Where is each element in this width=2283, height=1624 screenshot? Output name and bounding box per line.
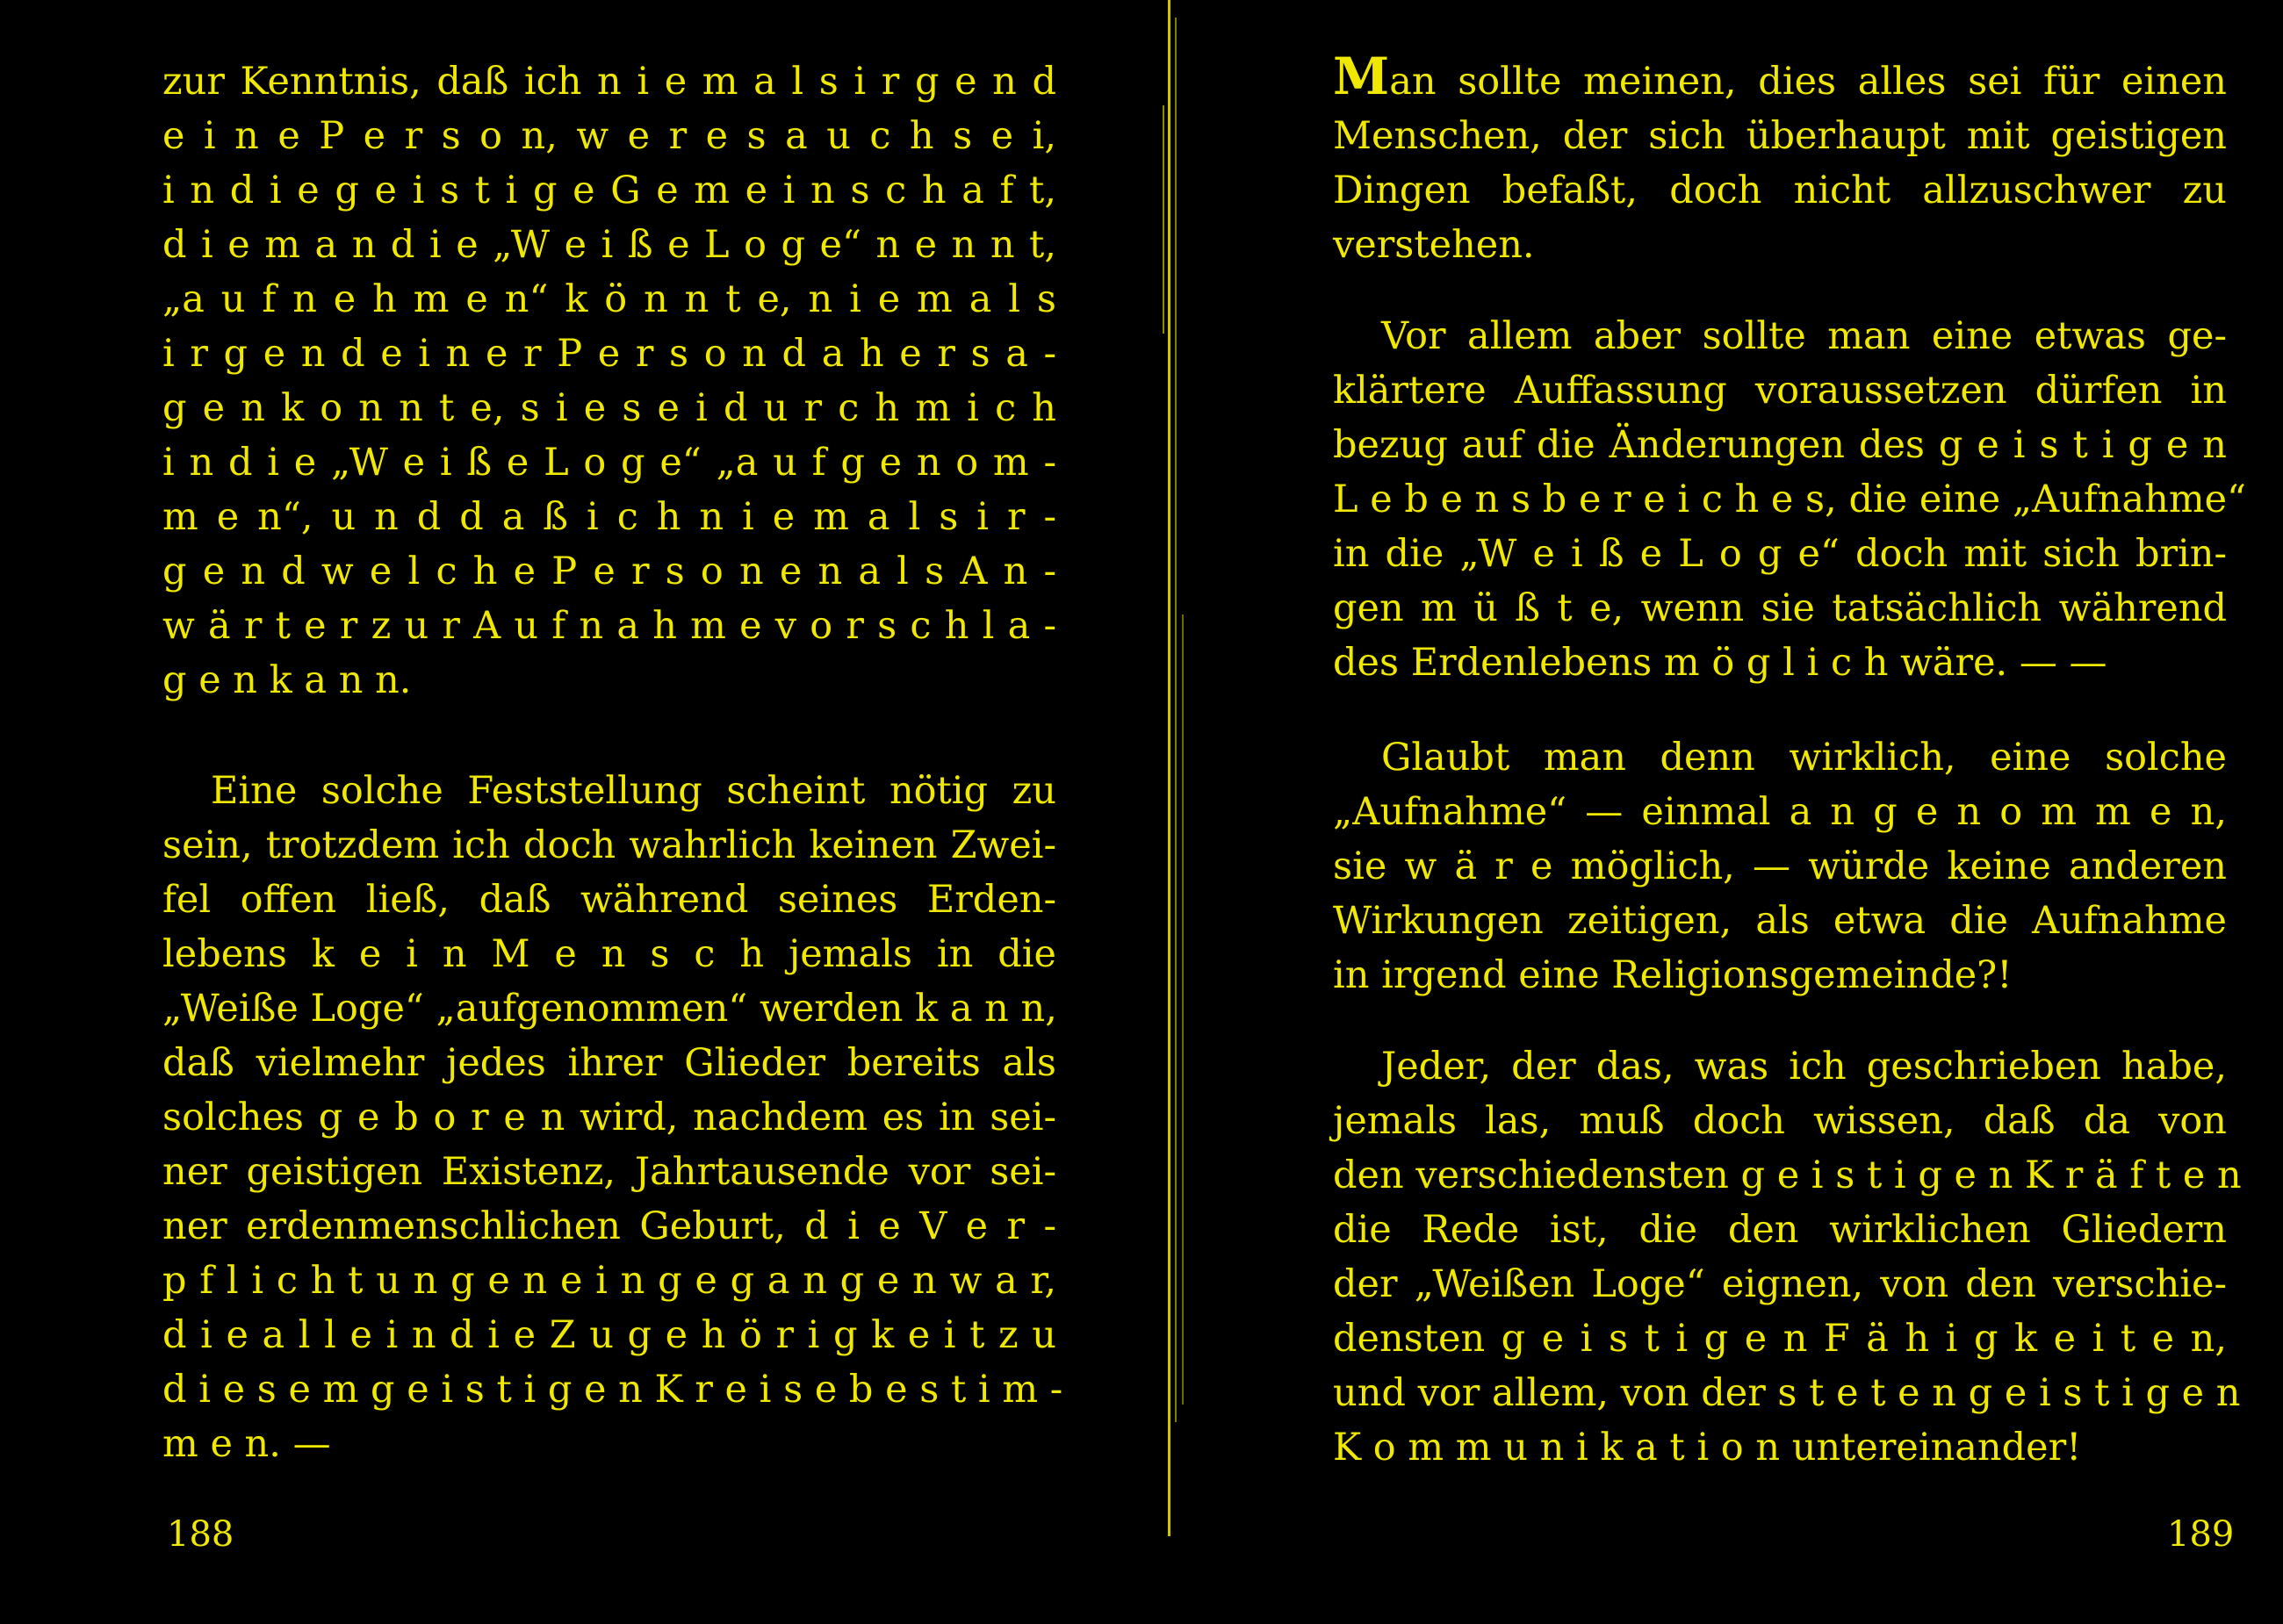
right-paragraph-1 <box>1333 47 2227 272</box>
text-line: L e b e n s b e r e i c h e s, die eine „Aufnahme“ <box>1333 478 2247 521</box>
text-line: gen m ü ß t e, wenn sie tatsächlich während <box>1333 586 2227 630</box>
text-line: Jeder, der das, was ich geschrieben habe, <box>1381 1045 2227 1089</box>
gutter-shadow-line <box>1163 105 1164 334</box>
page-number-left: 188 <box>167 1514 234 1555</box>
text-line: sie w ä r e möglich, — würde keine anderen <box>1333 844 2227 888</box>
text-line: m e n“, u n d d a ß i c h n i e m a l s i r - <box>162 495 1056 539</box>
right-paragraph-4 <box>1333 1039 2242 1475</box>
text-line-content: an sollte meinen, dies alles sei für einen <box>1389 60 2227 104</box>
text-line: fel offen ließ, daß während seines Erden- <box>162 878 1056 922</box>
gutter-shadow-line <box>1175 18 1177 1422</box>
text-line: m e n. — <box>162 1422 331 1466</box>
text-line: und vor allem, von der s t e t e n g e i s t i g e n <box>1333 1371 2241 1415</box>
text-line: Wirkungen zeitigen, als etwa die Aufnahme <box>1333 899 2227 943</box>
text-line: „Aufnahme“ — einmal a n g e n o m m e n, <box>1333 790 2227 834</box>
drop-cap: M <box>1333 47 1390 106</box>
text-line: i r g e n d e i n e r P e r s o n d a h e r s a - <box>162 332 1056 376</box>
text-line: ner geistigen Existenz, Jahrtausende vor sei- <box>162 1150 1056 1194</box>
left-paragraph-2 <box>162 764 1063 1471</box>
text-line: den verschiedensten g e i s t i g e n K r ä f t e n <box>1333 1153 2242 1197</box>
text-line: „Weiße Loge“ „aufgenommen“ werden k a n n, <box>162 987 1057 1031</box>
text-line: i n d i e „W e i ß e L o g e“ „a u f g e n o m - <box>162 441 1056 485</box>
text-line: in die „W e i ß e L o g e“ doch mit sich brin- <box>1333 532 2227 576</box>
left-paragraph-1 <box>162 54 1056 708</box>
right-paragraph-2 <box>1333 309 2247 690</box>
text-line: Glaubt man denn wirklich, eine solche <box>1381 736 2227 780</box>
text-line: densten g e i s t i g e n F ä h i g k e i t e n, <box>1333 1317 2227 1361</box>
text-line: d i e m a n d i e „W e i ß e L o g e“ n e n n t, <box>162 223 1056 267</box>
text-line: Dingen befaßt, doch nicht allzuschwer zu <box>1333 169 2227 212</box>
text-line: e i n e P e r s o n, w e r e s a u c h s e i, <box>162 114 1056 158</box>
text-line: p f l i c h t u n g e n e i n g e g a n g e n w a r, <box>162 1259 1056 1303</box>
text-line: solches g e b o r e n wird, nachdem es in sei- <box>162 1096 1056 1139</box>
text-line: die Rede ist, die den wirklichen Gliedern <box>1333 1208 2227 1252</box>
text-line <box>1333 47 2227 109</box>
text-line: in irgend eine Religionsgemeinde?! <box>1333 953 2013 997</box>
text-line: jemals las, muß doch wissen, daß da von <box>1333 1099 2227 1143</box>
text-line: der „Weißen Loge“ eignen, von den verschie- <box>1333 1262 2227 1306</box>
text-line: K o m m u n i k a t i o n untereinander! <box>1333 1426 2082 1470</box>
text-line: i n d i e g e i s t i g e G e m e i n s c h a f t, <box>162 169 1056 212</box>
text-line: w ä r t e r z u r A u f n a h m e v o r s c h l a - <box>162 604 1056 648</box>
text-line: „a u f n e h m e n“ k ö n n t e, n i e m a l s <box>162 277 1056 321</box>
text-line: bezug auf die Änderungen des g e i s t i g e n <box>1333 423 2227 467</box>
text-line: daß vielmehr jedes ihrer Glieder bereits als <box>162 1041 1056 1085</box>
text-line: lebens k e i n M e n s c h jemals in die <box>162 932 1056 976</box>
text-line: Eine solche Feststellung scheint nötig zu <box>211 769 1056 813</box>
text-line: ner erdenmenschlichen Geburt, d i e V e r - <box>162 1204 1056 1248</box>
text-line: Menschen, der sich überhaupt mit geistigen <box>1333 114 2227 158</box>
text-line: klärtere Auffassung voraussetzen dürfen in <box>1333 369 2227 413</box>
text-line: d i e s e m g e i s t i g e n K r e i s e b e s t i m - <box>162 1368 1063 1412</box>
gutter-shadow-line <box>1168 0 1170 1536</box>
right-paragraph-3 <box>1333 730 2227 1002</box>
text-line: sein, trotzdem ich doch wahrlich keinen Zwei- <box>162 823 1056 867</box>
page-number-right: 189 <box>2167 1514 2235 1555</box>
text-line: g e n k o n n t e, s i e s e i d u r c h m i c h <box>162 386 1056 430</box>
text-line: g e n k a n n. <box>162 658 412 702</box>
text-line: des Erdenlebens m ö g l i c h wäre. — — <box>1333 641 2107 685</box>
text-line: verstehen. <box>1333 223 1535 267</box>
text-line: zur Kenntnis, daß ich n i e m a l s i r g e n d <box>162 60 1056 104</box>
text-line: d i e a l l e i n d i e Z u g e h ö r i g k e i t z u <box>162 1313 1056 1357</box>
text-line: g e n d w e l c h e P e r s o n e n a l s A n - <box>162 550 1056 593</box>
text-line: Vor allem aber sollte man eine etwas ge- <box>1381 314 2227 358</box>
